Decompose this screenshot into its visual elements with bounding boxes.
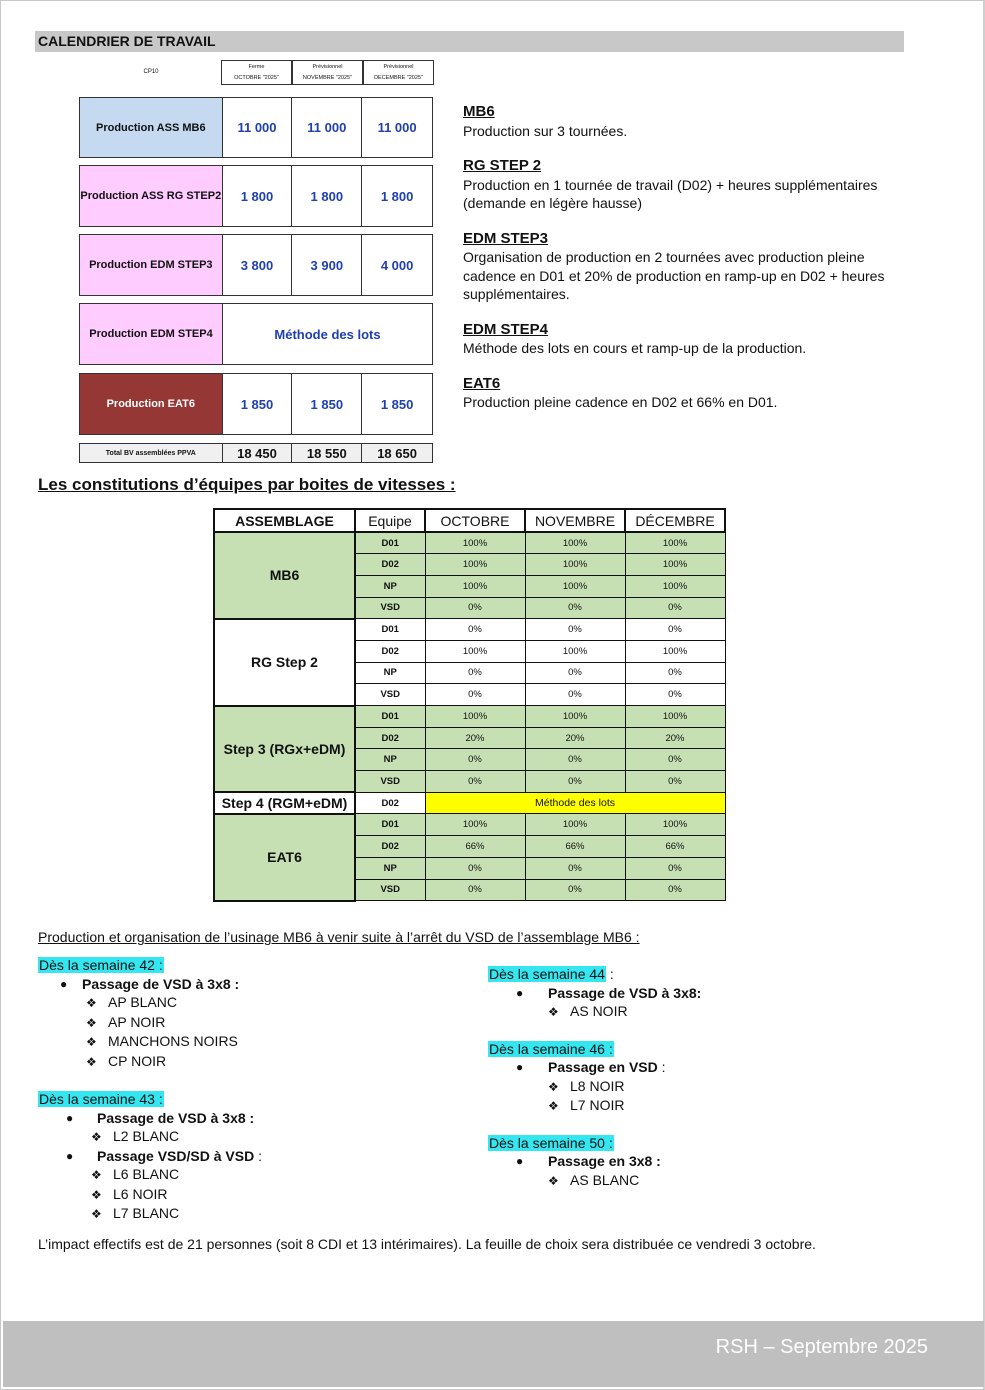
team-code: VSD <box>355 771 425 793</box>
percent-cell: 20% <box>525 727 625 749</box>
note-text: Production pleine cadence en D02 et 66% en D01. <box>463 394 778 410</box>
list-item-text: L7 BLANC <box>113 1205 180 1221</box>
col-header: Equipe <box>355 509 425 532</box>
bullet-text: Passage de VSD à 3x8 : <box>82 975 240 992</box>
list-item-text: MANCHONS NOIRS <box>108 1033 238 1049</box>
col-header: NOVEMBRE <box>525 509 625 532</box>
percent-cell: 100% <box>625 706 725 728</box>
percent-cell: 100% <box>425 554 525 576</box>
diamond-bullet-icon: ❖ <box>91 1187 102 1202</box>
percent-cell: 0% <box>425 684 525 706</box>
percent-cell: 20% <box>425 727 525 749</box>
production-value: 3 800 <box>223 235 293 295</box>
production-lot-method: Méthode des lots <box>274 326 381 342</box>
cp10-label: CP10 <box>143 69 159 75</box>
percent-cell: 0% <box>525 619 625 641</box>
list-item-text: L2 BLANC <box>113 1128 180 1144</box>
percent-cell: 0% <box>525 749 625 771</box>
bullet-icon: ● <box>66 1148 74 1163</box>
percent-cell: 100% <box>425 532 525 554</box>
total-label: Total BV assemblées PPVA <box>80 444 223 462</box>
percent-cell: 0% <box>525 597 625 619</box>
cal-header-october <box>221 60 292 85</box>
production-row-edm-step3 <box>79 234 433 296</box>
note-title: EAT6 <box>463 374 501 392</box>
list-item-text: AS NOIR <box>570 1003 628 1019</box>
percent-cell: 0% <box>425 597 525 619</box>
table-row <box>214 619 725 641</box>
team-code: NP <box>355 857 425 879</box>
percent-cell: 100% <box>525 554 625 576</box>
footer-bar <box>3 1321 984 1387</box>
note-rg-step2 <box>463 157 913 213</box>
percent-cell: 0% <box>525 771 625 793</box>
percent-cell: 100% <box>425 575 525 597</box>
diamond-bullet-icon: ❖ <box>548 1079 559 1094</box>
bullet-icon: ● <box>516 1154 524 1168</box>
team-table <box>213 508 726 902</box>
list-item-text: L6 NOIR <box>113 1185 168 1202</box>
bullet-icon: ● <box>516 985 524 1000</box>
production-value: 11 000 <box>377 120 417 135</box>
diamond-bullet-icon: ❖ <box>86 996 97 1010</box>
team-table-header <box>214 509 725 532</box>
cal-header-status: Prévisionnel <box>312 64 343 70</box>
diamond-list <box>38 1127 262 1147</box>
list-item <box>91 1165 262 1185</box>
group-name: Step 4 (RGM+eDM) <box>214 792 355 814</box>
bullet-text: Passage en 3x8 : <box>548 1153 661 1169</box>
list-item <box>86 993 262 1013</box>
list-item <box>548 1171 701 1191</box>
diamond-list <box>488 1077 701 1116</box>
percent-cell: 100% <box>625 554 725 576</box>
percent-cell: 0% <box>625 619 725 641</box>
production-total-row <box>79 443 433 463</box>
percent-cell: 100% <box>625 532 725 554</box>
table-row <box>214 792 725 814</box>
list-item <box>548 1096 701 1116</box>
col-header: DÉCEMBRE <box>625 509 725 532</box>
note-text: Production en 1 tournée de travail (D02) + heures supplémentaires (demande en légère hausse) <box>463 176 878 211</box>
total-value: 18 550 <box>292 444 362 462</box>
team-code: D01 <box>355 619 425 641</box>
note-text: Organisation de production en 2 tournées avec production pleine cadence en D01 et 20% de production en ramp-up en D02 + heures supplémentaires. <box>463 249 885 302</box>
production-row-rg-step2 <box>79 165 433 227</box>
diamond-bullet-icon: ❖ <box>91 1168 102 1182</box>
list-item <box>86 1013 262 1033</box>
week-highlight: Dès la semaine 42 : <box>39 957 163 973</box>
production-label: Production EDM STEP4 <box>80 304 223 364</box>
percent-cell: 0% <box>625 684 725 706</box>
percent-cell: 100% <box>525 532 625 554</box>
percent-cell: 0% <box>525 684 625 706</box>
diamond-bullet-icon: ❖ <box>86 1015 97 1030</box>
percent-cell: 100% <box>525 814 625 836</box>
total-value: 18 450 <box>223 444 293 462</box>
list-item-text: L8 NOIR <box>570 1077 625 1094</box>
diamond-bullet-icon: ❖ <box>86 1035 97 1049</box>
note-title: EDM STEP3 <box>463 229 549 247</box>
percent-cell: 100% <box>425 814 525 836</box>
diamond-bullet-icon: ❖ <box>548 1005 559 1019</box>
group-name: Step 3 (RGx+eDM) <box>214 706 355 793</box>
bullet-text: Passage de VSD à 3x8 : <box>97 1109 255 1126</box>
cal-header-month: NOVEMBRE "2025" <box>302 75 353 81</box>
team-code: D01 <box>355 532 425 554</box>
percent-cell: 0% <box>525 879 625 901</box>
bullet-icon: ● <box>66 1110 74 1125</box>
percent-cell: 100% <box>425 706 525 728</box>
percent-cell: 0% <box>625 771 725 793</box>
percent-cell: 0% <box>425 879 525 901</box>
list-item-text: L7 NOIR <box>570 1097 625 1113</box>
table-row <box>214 814 725 836</box>
team-code: NP <box>355 575 425 597</box>
team-code: D01 <box>355 706 425 728</box>
week-highlight: Dès la semaine 44 <box>489 966 605 982</box>
production-value: 1 800 <box>292 166 362 226</box>
diamond-list <box>488 1171 701 1191</box>
team-code: VSD <box>355 684 425 706</box>
team-code: D02 <box>355 554 425 576</box>
percent-cell: 100% <box>525 575 625 597</box>
note-eat6 <box>463 375 913 412</box>
diamond-bullet-icon: ❖ <box>86 1054 97 1069</box>
list-item-text: AP BLANC <box>108 994 177 1010</box>
week-highlight: Dès la semaine 50 : <box>489 1134 613 1151</box>
list-item-text: AP NOIR <box>108 1013 166 1030</box>
cal-header-month: DECEMBRE "2025" <box>374 75 423 81</box>
list-item <box>86 1032 262 1052</box>
percent-cell: 66% <box>425 836 525 858</box>
team-code: VSD <box>355 597 425 619</box>
percent-cell: 0% <box>425 749 525 771</box>
production-value: 1 850 <box>380 396 414 412</box>
percent-cell: 66% <box>525 836 625 858</box>
team-code: D02 <box>355 727 425 749</box>
percent-cell: 100% <box>625 814 725 836</box>
week-highlight: Dès la semaine 43 : <box>39 1091 163 1107</box>
percent-cell: 0% <box>425 662 525 684</box>
usinage-left-column <box>38 956 262 1224</box>
list-item-text: L6 BLANC <box>113 1166 180 1182</box>
diamond-bullet-icon: ❖ <box>91 1207 102 1221</box>
list-item <box>548 1002 701 1022</box>
percent-cell: 0% <box>525 662 625 684</box>
diamond-bullet-icon: ❖ <box>91 1130 102 1144</box>
week-suffix: : <box>605 966 614 982</box>
usinage-right-column <box>488 965 701 1190</box>
production-label: Production ASS MB6 <box>80 98 223 157</box>
percent-cell: 100% <box>625 640 725 662</box>
diamond-list <box>488 1002 701 1022</box>
table-row <box>214 532 725 554</box>
production-row-mb6 <box>79 97 433 158</box>
percent-cell: 0% <box>625 879 725 901</box>
note-text: Production sur 3 tournées. <box>463 122 628 139</box>
percent-cell: 0% <box>625 857 725 879</box>
note-title: MB6 <box>463 103 495 120</box>
diamond-list <box>38 1165 262 1224</box>
team-code: NP <box>355 749 425 771</box>
diamond-bullet-icon: ❖ <box>548 1099 559 1113</box>
group-name: MB6 <box>214 532 355 619</box>
team-code: D01 <box>355 814 425 836</box>
bullet-suffix: : <box>254 1147 262 1164</box>
bullet-icon: ● <box>60 976 68 991</box>
table-row <box>214 706 725 728</box>
bullet-icon: ● <box>516 1060 524 1074</box>
percent-cell: 0% <box>425 857 525 879</box>
bullet-text: Passage en VSD <box>548 1059 658 1075</box>
footer-text: RSH – Septembre 2025 <box>715 1336 928 1358</box>
cal-header-status: Prévisionnel <box>383 64 414 70</box>
percent-cell: 0% <box>625 597 725 619</box>
team-code: VSD <box>355 879 425 901</box>
bullet-suffix: : <box>657 1059 666 1075</box>
percent-cell: 0% <box>625 662 725 684</box>
week-highlight: Dès la semaine 46 : <box>489 1040 613 1057</box>
col-header: OCTOBRE <box>425 509 525 532</box>
production-label: Production ASS RG STEP2 <box>80 166 223 226</box>
production-value: 1 800 <box>223 166 293 226</box>
production-value: 11 000 <box>223 98 293 157</box>
bullet-text: Passage de VSD à 3x8: <box>548 984 702 1001</box>
list-item <box>91 1127 262 1147</box>
percent-cell: 0% <box>425 619 525 641</box>
note-mb6 <box>463 103 913 140</box>
percent-cell: 20% <box>625 727 725 749</box>
lot-method-cell: Méthode des lots <box>425 792 725 814</box>
list-item <box>548 1077 701 1097</box>
percent-cell: 100% <box>525 706 625 728</box>
note-title: RG STEP 2 <box>463 157 542 174</box>
production-value: 1 800 <box>380 188 414 204</box>
percent-cell: 66% <box>625 836 725 858</box>
team-code: D02 <box>355 640 425 662</box>
percent-cell: 100% <box>525 640 625 662</box>
diamond-list <box>38 993 262 1071</box>
cal-header-status: Ferme <box>248 64 265 70</box>
col-header: ASSEMBLAGE <box>214 509 355 532</box>
production-row-eat6 <box>79 373 433 435</box>
group-name: RG Step 2 <box>214 619 355 706</box>
usinage-title: Production et organisation de l’usinage MB6 à venir suite à l’arrêt du VSD de l’assemblage MB6 : <box>38 929 640 945</box>
production-value: 11 000 <box>292 98 362 157</box>
percent-cell: 0% <box>625 749 725 771</box>
production-notes <box>463 103 913 429</box>
team-code: NP <box>355 662 425 684</box>
cal-header-november <box>292 60 363 85</box>
production-value: 3 900 <box>292 235 362 295</box>
list-item-text: AS BLANC <box>570 1171 640 1188</box>
page-title: CALENDRIER DE TRAVAIL <box>35 31 904 52</box>
group-name: EAT6 <box>214 814 355 901</box>
total-value: 18 650 <box>377 445 417 461</box>
note-edm-step3 <box>463 230 913 304</box>
percent-cell: 100% <box>625 575 725 597</box>
percent-cell: 100% <box>425 640 525 662</box>
diamond-bullet-icon: ❖ <box>548 1173 559 1188</box>
percent-cell: 0% <box>525 857 625 879</box>
note-edm-step4 <box>463 321 913 358</box>
list-item <box>91 1204 262 1224</box>
note-title: EDM STEP4 <box>463 320 549 338</box>
production-label: Production EDM STEP3 <box>80 235 223 295</box>
impact-text: L’impact effectifs est de 21 personnes (soit 8 CDI et 13 intérimaires). La feuille de choix sera distribuée ce vendredi 3 octobre. <box>38 1236 816 1252</box>
list-item <box>86 1052 262 1072</box>
percent-cell: 0% <box>425 771 525 793</box>
production-value: 4 000 <box>380 257 414 273</box>
team-table-body <box>214 532 725 901</box>
production-value: 1 850 <box>223 374 293 434</box>
production-row-edm-step4 <box>79 303 433 365</box>
bullet-text: Passage VSD/SD à VSD <box>97 1147 255 1164</box>
section-title-teams: Les constitutions d’équipes par boites de vitesses : <box>38 475 456 494</box>
cal-header-month: OCTOBRE "2025" <box>234 75 279 81</box>
team-code: D02 <box>355 836 425 858</box>
list-item <box>91 1185 262 1205</box>
note-text: Méthode des lots en cours et ramp-up de la production. <box>463 340 807 356</box>
production-value: 1 850 <box>292 374 362 434</box>
team-code: D02 <box>355 792 425 814</box>
cal-header-december <box>363 60 434 85</box>
list-item-text: CP NOIR <box>108 1052 167 1069</box>
production-label: Production EAT6 <box>80 374 223 434</box>
